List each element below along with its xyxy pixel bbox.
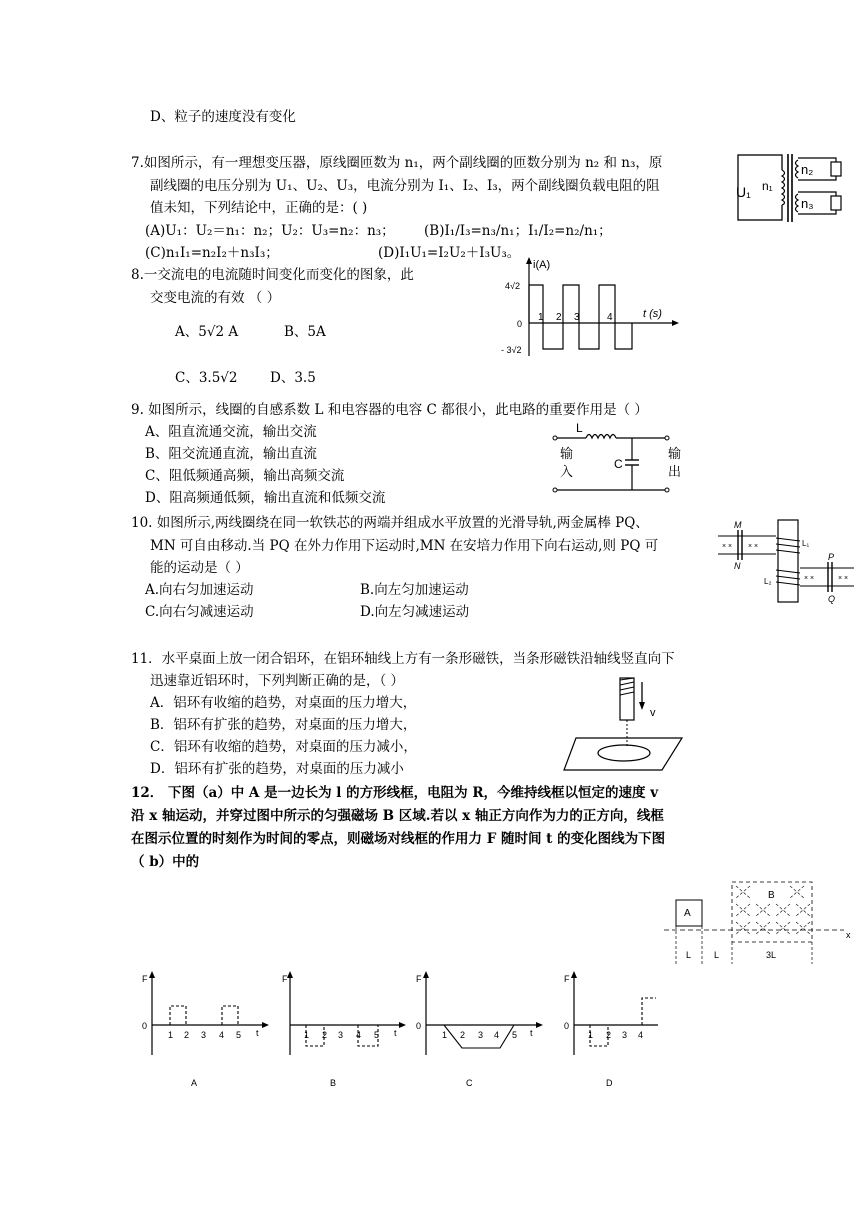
l2-label: L₂ [764, 577, 772, 586]
tick: 4 [219, 1030, 225, 1040]
input-label-1: 输 [560, 446, 574, 461]
q10-option-a: A.向右匀加速运动 [145, 582, 254, 598]
force-graph-b [282, 970, 412, 1088]
q10-option-d: D.向左匀减速运动 [360, 604, 470, 620]
velocity-label: v [650, 707, 656, 719]
rails-coil-figure [716, 516, 856, 606]
loop-field-figure [664, 880, 854, 966]
graph-d-label: D [606, 1078, 613, 1088]
ybottom-label: - 3√2 [501, 345, 522, 355]
graph-b-label: B [330, 1078, 337, 1088]
q12-stem-line3: 在图示位置的时刻作为时间的零点，则磁场对线框的作用力 F 随时间 t 的变化图线为下图 [131, 831, 666, 847]
tick: 1 [442, 1030, 448, 1040]
m-label: M [734, 520, 742, 530]
q11-option-c: C．铝环有收缩的趋势，对桌面的压力减小， [150, 739, 417, 755]
q12-stem-line2: 沿 x 轴运动，并穿过图中所示的匀强磁场 B 区域.若以 x 轴正方向作为力的正方向，线框 [131, 808, 664, 824]
tick: 2 [460, 1030, 466, 1040]
tick-2: 2 [556, 312, 562, 323]
q7-option-a: (A)U₁：U₂＝n₁：n₂；U₂：U₃=n₂：n₃； [145, 223, 395, 239]
q9-option-d: D、阻高频通低频，输出直流和低频交流 [145, 490, 386, 506]
x-axis-label: x [846, 930, 851, 940]
q10-option-b: B.向左匀加速运动 [360, 582, 469, 598]
q8-option-c: C、3.5√2 [175, 370, 238, 386]
origin-label: 0 [517, 319, 523, 329]
f-axis-label: F [282, 974, 288, 984]
n-label: N [734, 561, 741, 571]
tick: 1 [168, 1030, 174, 1040]
tick: 3 [622, 1030, 628, 1040]
tick: 3 [478, 1030, 484, 1040]
svg-text:× ×: × × [748, 543, 759, 550]
force-graph-a [140, 970, 270, 1088]
q9-option-a: A、阻直流通交流，输出交流 [145, 424, 317, 440]
q11-option-d: D．铝环有扩张的趋势，对桌面的压力减小 [150, 761, 404, 777]
q11-stem-line2: 迅速靠近铝环时，下列判断正确的是，（ ） [150, 673, 405, 689]
origin-label: 0 [142, 1021, 148, 1031]
tick-3: 3 [574, 312, 580, 323]
q7-stem-line1: 7.如图所示，有一理想变压器，原线圈匝数为 n₁，两个副线圈的匝数分别为 n₂ 和 n₃，原 [131, 155, 663, 171]
ac-current-graph [495, 256, 685, 366]
tick: 1 [588, 1030, 594, 1040]
capacitor-label: C [614, 457, 623, 471]
q10-option-c: C.向右匀减速运动 [145, 604, 254, 620]
tick-4: 4 [607, 312, 613, 323]
q9-option-c: C、阻低频通高频，输出高频交流 [145, 468, 345, 484]
q9-stem: 9. 如图所示，线圈的自感系数 L 和电容器的电容 C 都很小，此电路的重要作用是（ ） [131, 402, 648, 418]
q8-option-b: B、5A [284, 324, 326, 340]
q9-option-b: B、阻交流通直流，输出直流 [145, 446, 317, 462]
t-axis-label: t [256, 1028, 259, 1038]
svg-text:× ×: × × [722, 543, 733, 550]
lc-circuit-figure [550, 418, 690, 496]
tick: 5 [374, 1030, 380, 1040]
n1-label: n₁ [762, 179, 773, 193]
q8-stem-line2: 交变电流的有效 （ ） [150, 290, 281, 306]
graph-a-label: A [191, 1078, 198, 1088]
graph-c-label: C [466, 1078, 473, 1088]
q8-option-d: D、3.5 [270, 370, 316, 386]
dim-3l: 3L [766, 950, 777, 960]
q12-stem-line1: 12． 下图（a）中 A 是一边长为 l 的方形线框，电阻为 R，今维持线框以恒定的速度 v [131, 785, 659, 801]
q7-option-b: (B)I₁/I₃=n₃/n₁；I₁/I₂=n₂/n₁； [424, 223, 612, 239]
force-graph-d [560, 970, 660, 1088]
p-label: P [828, 552, 835, 562]
n2-label: n₂ [801, 162, 814, 177]
inductor-label: L [576, 421, 583, 435]
tick: 4 [494, 1030, 500, 1040]
tick-1: 1 [538, 312, 544, 323]
t-axis-label: t (s) [643, 308, 662, 320]
tick: 3 [201, 1030, 207, 1040]
l1-label: L₁ [802, 539, 810, 548]
origin-label: 0 [416, 1021, 422, 1031]
tick: 2 [184, 1030, 190, 1040]
force-graph-c [414, 970, 544, 1088]
dim-l2: L [714, 950, 720, 960]
q7-stem-line3: 值未知，下列结论中，正确的是：( ) [150, 200, 368, 216]
u1-label: U₁ [736, 184, 751, 200]
q11-option-a: A．铝环有收缩的趋势，对桌面的压力增大， [150, 695, 417, 711]
f-axis-label: F [564, 974, 570, 984]
f-axis-label: F [142, 974, 148, 984]
q10-stem-line2: MN 可自由移动.当 PQ 在外力作用下运动时,MN 在安培力作用下向右运动,则 PQ 可 [150, 538, 659, 554]
q10-stem-line1: 10. 如图所示,两线圈绕在同一软铁芯的两端并组成水平放置的光滑导轨,两金属棒 PQ、 [131, 515, 649, 531]
q6-option-d: D、粒子的速度没有变化 [150, 109, 296, 125]
tick: 2 [606, 1030, 612, 1040]
q7-stem-line2: 副线圈的电压分别为 U₁、U₂、U₃，电流分别为 I₁、I₂、I₃，两个副线圈负载电阻的阻 [150, 178, 660, 194]
q11-stem-line1: 11．水平桌面上放一闭合铝环，在铝环轴线上方有一条形磁铁，当条形磁铁沿轴线竖直向下 [131, 651, 675, 667]
tick: 4 [356, 1030, 362, 1040]
t-axis-label: t [394, 1028, 397, 1038]
output-label-1: 输 [668, 446, 682, 461]
n3-label: n₃ [801, 196, 814, 211]
q7-option-c: (C)n₁I₁=n₂I₂＋n₃I₃； [145, 245, 279, 261]
q12-stem-line4: （ b）中的 [131, 854, 200, 870]
transformer-figure [736, 150, 852, 226]
svg-text:× ×: × × [838, 575, 849, 582]
tick: 5 [236, 1030, 242, 1040]
q8-option-a: A、5√2 A [175, 324, 239, 340]
q8-stem-line1: 8.一交流电的电流随时间变化而变化的图象，此 [131, 267, 414, 283]
magnet-ring-figure [562, 676, 692, 774]
input-label-2: 入 [560, 464, 574, 479]
t-axis-label: t [530, 1028, 533, 1038]
svg-text:× ×: × × [804, 575, 815, 582]
q11-option-b: B．铝环有扩张的趋势，对桌面的压力增大， [150, 717, 417, 733]
q7-option-d: (D)I₁U₁=I₂U₂＋I₃U₃。 [378, 245, 521, 261]
dim-l1: L [686, 950, 692, 960]
field-b-label: B [768, 890, 775, 901]
tick: 4 [638, 1030, 644, 1040]
q-label: Q [828, 594, 836, 604]
i-axis-label: i(A) [533, 259, 551, 271]
output-label-2: 出 [668, 464, 682, 479]
loop-a-label: A [684, 908, 691, 919]
tick: 2 [322, 1030, 328, 1040]
f-axis-label: F [416, 974, 422, 984]
origin-label: 0 [564, 1021, 570, 1031]
q10-stem-line3: 能的运动是（ ） [150, 560, 249, 576]
ytop-label: 4√2 [505, 281, 520, 291]
tick: 3 [338, 1030, 344, 1040]
tick: 5 [512, 1030, 518, 1040]
tick: 1 [304, 1030, 310, 1040]
